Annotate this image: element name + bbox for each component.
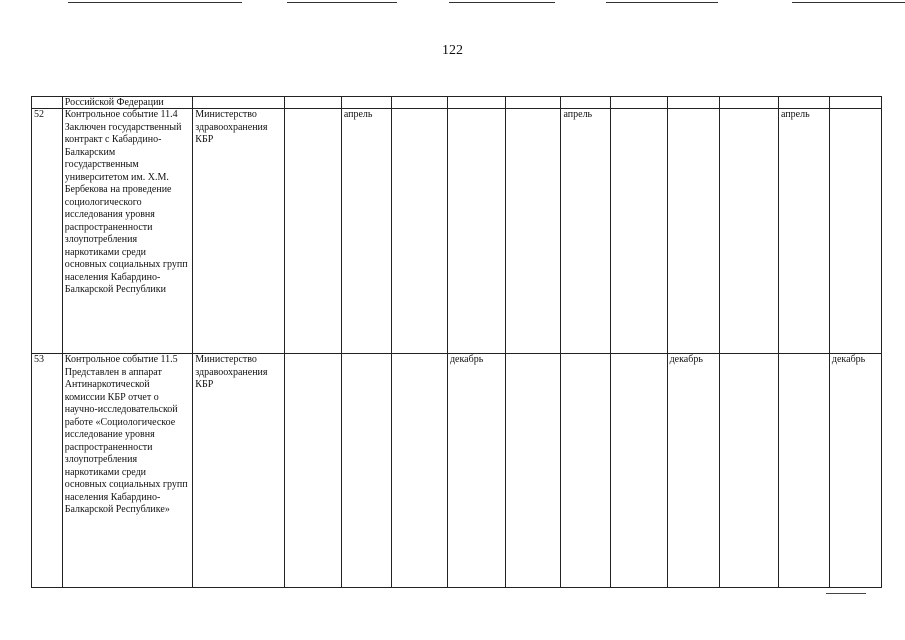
event-description: Контрольное событие 11.4 Заключен государственный контракт с Кабардино-Балкарским государственным университетом им. Х.М. Бербекова на проведение социологического исследования уровня распространенности злоупотребления наркотиками среди основных социальных групп населения Кабардино-Балкарской Республики (62, 109, 193, 354)
period-cell: апрель (561, 109, 611, 354)
period-cell: декабрь (667, 354, 719, 588)
continuation-row (32, 97, 882, 109)
event-description: Контрольное событие 11.5 Представлен в аппарат Антинаркотической комиссии КБР отчет о научно-исследовательской работе «Социологическое исследование уровня распространенности злоупотребления наркотиками среди основных социальных групп населения Кабардино-Балкарской Республике» (62, 354, 193, 588)
period-cell (391, 354, 447, 588)
period-cell (447, 109, 505, 354)
period-cell (778, 354, 829, 588)
period-cell (611, 354, 667, 588)
period-cell (719, 354, 778, 588)
page-number: 122 (442, 43, 463, 58)
top-rule-4 (606, 2, 718, 3)
period-cell: апрель (341, 109, 391, 354)
responsible-cell: Министерство здравоохранения КБР (193, 354, 284, 588)
period-cell (391, 109, 447, 354)
period-cell (506, 354, 561, 588)
period-cell (611, 109, 667, 354)
period-cell (667, 109, 719, 354)
period-cell (506, 109, 561, 354)
table-row (32, 354, 882, 588)
period-cell: апрель (778, 109, 829, 354)
responsible-cell: Министерство здравоохранения КБР (193, 109, 284, 354)
top-rule-1 (68, 2, 242, 3)
plan-table (31, 96, 882, 588)
top-rule-5 (792, 2, 905, 3)
period-cell: декабрь (447, 354, 505, 588)
corner-mark (826, 593, 866, 594)
period-cell (341, 354, 391, 588)
period-cell (719, 109, 778, 354)
row-number: 53 (32, 354, 63, 588)
period-cell (561, 354, 611, 588)
period-cell (829, 109, 881, 354)
table-row (32, 109, 882, 354)
period-cell: декабрь (829, 354, 881, 588)
top-rule-3 (449, 2, 555, 3)
top-rule-2 (287, 2, 397, 3)
row-number: 52 (32, 109, 63, 354)
period-cell (284, 354, 341, 588)
continuation-text: Российской Федерации (62, 97, 193, 109)
period-cell (284, 109, 341, 354)
